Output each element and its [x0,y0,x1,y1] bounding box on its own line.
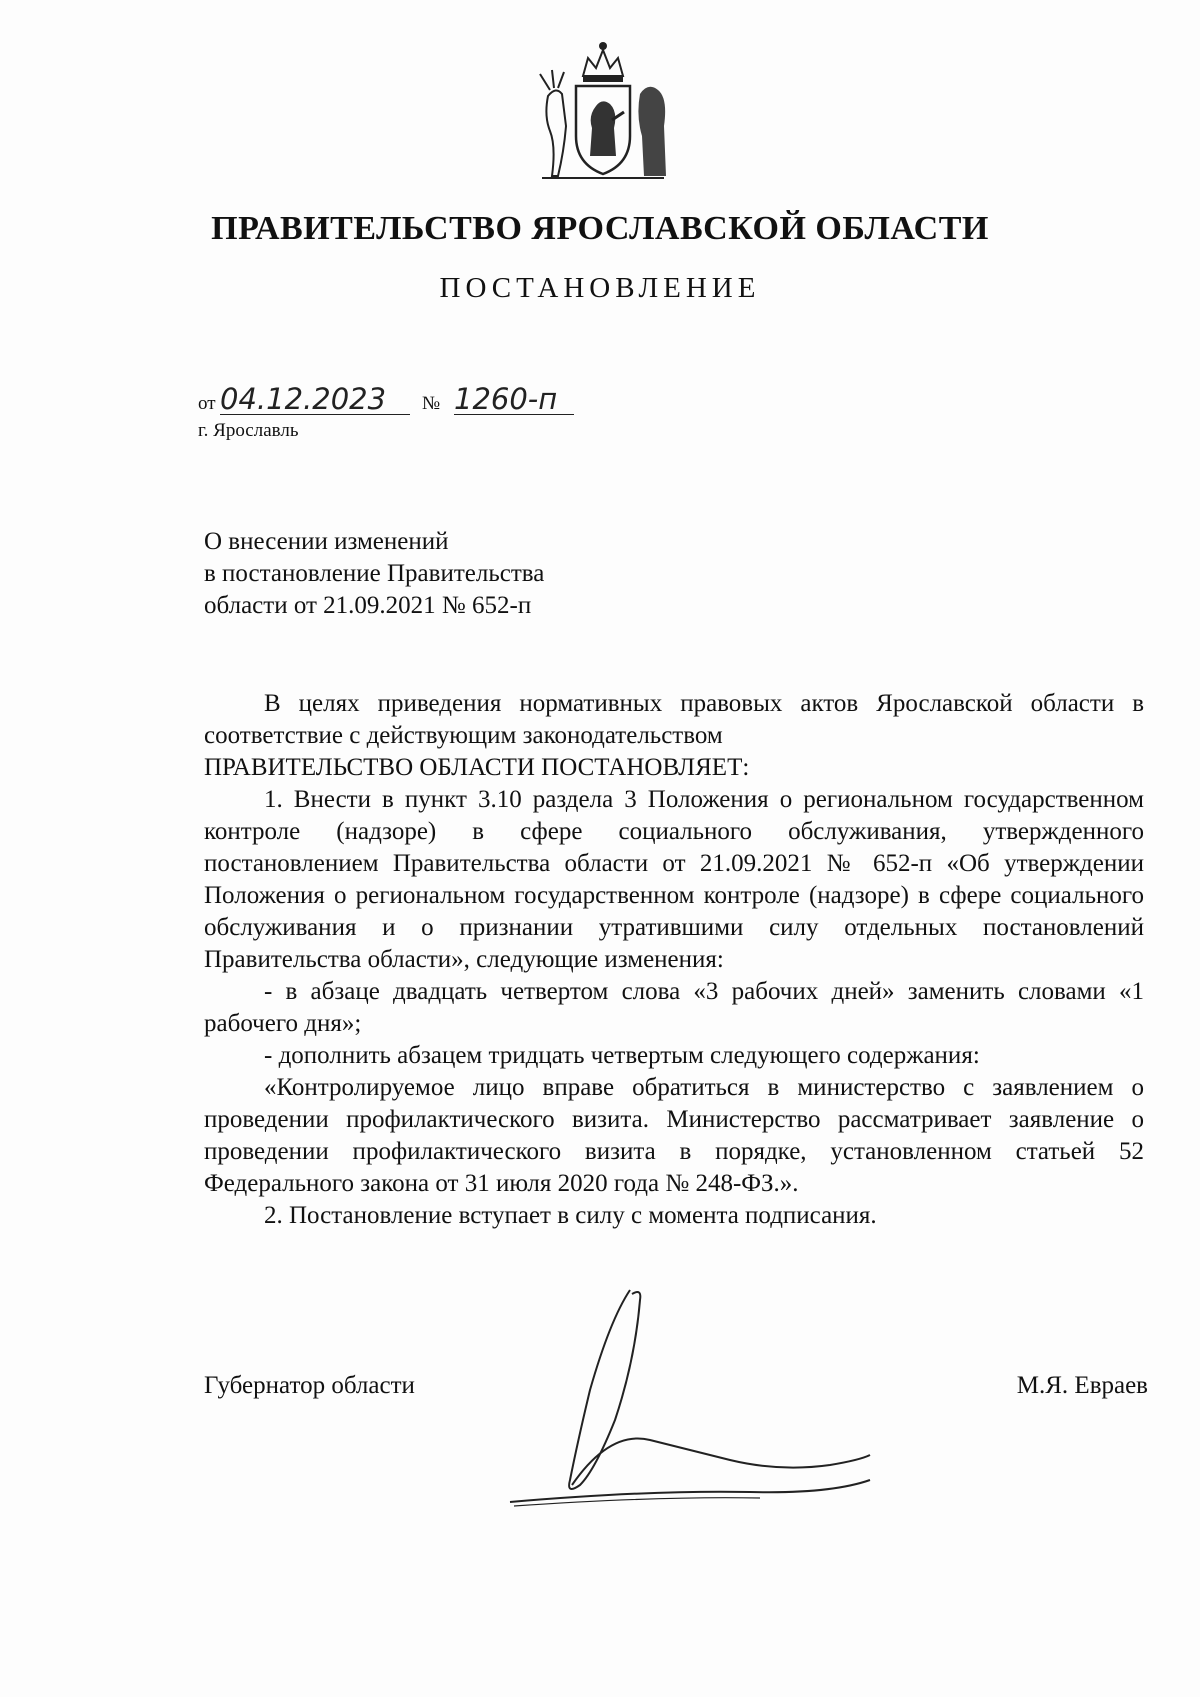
date-prefix: от [198,393,216,414]
subject-line: О внесении изменений [204,528,449,555]
resolution-heading: ПРАВИТЕЛЬСТВО ОБЛАСТИ ПОСТАНОВЛЯЕТ: [204,754,750,781]
document-body [204,688,1144,1232]
document-number: 1260-п [454,385,574,415]
body-paragraph: «Контролируемое лицо вправе обратиться в министерство с заявлением о проведении профилактического визита. Министерство рассматривает заявление о проведении профилактического визита в порядке, установленном статьей 52 Федерального закона от 31 июля 2020 года № 248-ФЗ.». [204,1074,1144,1197]
document-date: 04.12.2023 [220,385,410,415]
signatory-name: М.Я. Евраев [1016,1372,1148,1399]
document-subject [204,526,704,622]
handwritten-signature-icon [500,1280,920,1520]
body-paragraph: 1. Внести в пункт 3.10 раздела 3 Положения о региональном государственном контроле (надзоре) в сфере социального обслуживания, утвержденного постановлением Правительства области от 21.09.2021 № 652-п «Об утверждении Положения о региональном государственном контроле (надзоре) в сфере социального обслуживания и о признании утратившими силу отдельных постановлений Правительства области», следующие изменения: [204,786,1144,973]
document-type: ПОСТАНОВЛЕНИЕ [439,272,761,304]
number-prefix: № [422,393,441,414]
city-label: г. Ярославль [198,420,299,441]
body-paragraph: - в абзаце двадцать четвертом слова «3 рабочих дней» заменить словами «1 рабочего дня»; [204,978,1144,1037]
subject-line: в постановление Правительства [204,560,545,587]
organization-name: ПРАВИТЕЛЬСТВО ЯРОСЛАВСКОЙ ОБЛАСТИ [211,210,989,247]
signatory-title: Губернатор области [204,1372,415,1399]
coat-of-arms-icon [528,36,678,186]
body-paragraph: 2. Постановление вступает в силу с момента подписания. [264,1202,877,1229]
date-number-line [198,382,798,425]
body-paragraph: - дополнить абзацем тридцать четвертым следующего содержания: [264,1042,980,1069]
subject-line: области от 21.09.2021 № 652-п [204,592,532,619]
body-paragraph: В целях приведения нормативных правовых актов Ярославской области в соответствие с действующим законодательством [204,690,1144,749]
